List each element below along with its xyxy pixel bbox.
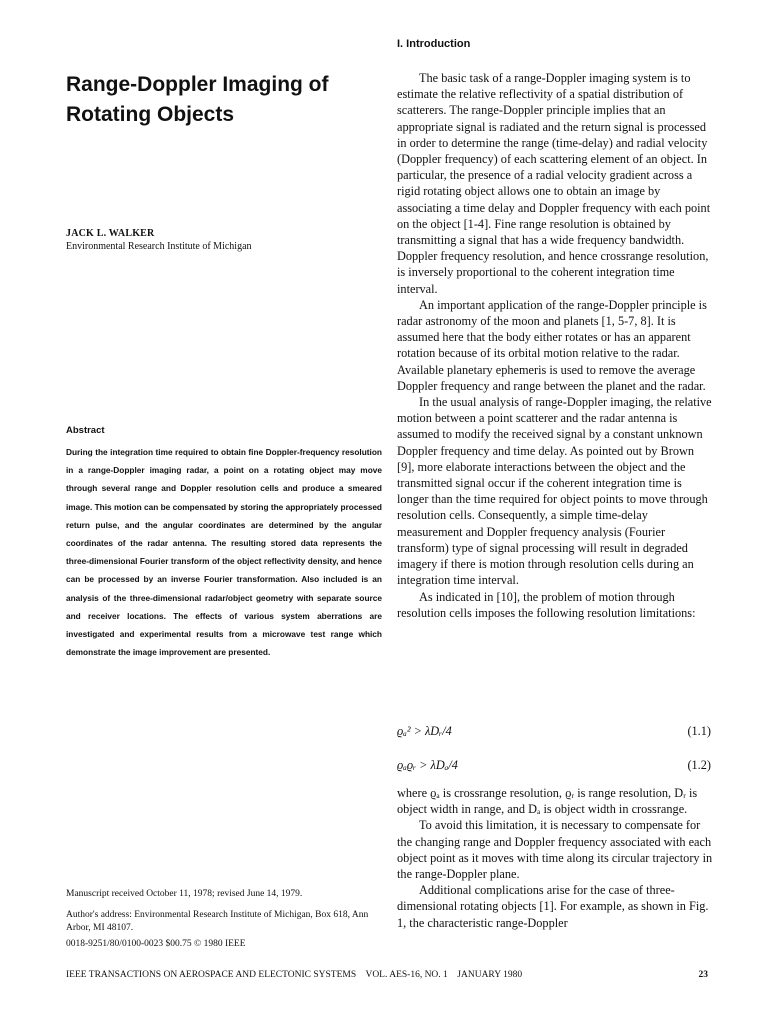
article-title: Range-Doppler Imaging of Rotating Objects (66, 73, 329, 126)
paragraph: As indicated in [10], the problem of motion through resolution cells imposes the following resolution limitations: (397, 589, 696, 620)
footnote-copyright: 0018-9251/80/0100-0023 $00.75 © 1980 IEEE (66, 939, 246, 949)
author-name: JACK L. WALKER (66, 228, 155, 239)
footnote-address: Author's address: Environmental Research Institute of Michigan, Box 618, Ann Arbor, MI 48107. (66, 910, 369, 933)
page-number: 23 (698, 970, 708, 980)
footnote-manuscript: Manuscript received October 11, 1978; revised June 14, 1979. (66, 889, 303, 899)
journal-citation: IEEE TRANSACTIONS ON AEROSPACE AND ELECTONIC SYSTEMS VOL. AES-16, NO. 1 JANUARY 1980 (66, 970, 523, 980)
abstract-text: During the integration time required to obtain fine Doppler-frequency resolution in a range-Doppler imaging radar, a point on a rotating object may move through several range and Doppler resolution cells and produce a smeared image. This motion can be compensated by storing the appropriately processed return pulse, and the angular coordinates are determined by the angular coordinates of the radar antenna. The resulting stored data represents the three-dimensional Fourier transform of the object reflectivity density, and hence can be processed by an inverse Fourier transformation. Also included is an analysis of the three-dimensional radar/object geometry with separate source and receiver locations. The effects of various system aberrations are investigated and experimental results from a microwave test range which demonstrate the image improvement are presented. (66, 447, 382, 658)
paragraph: An important application of the range-Doppler principle is radar astronomy of the moon and planets [1, 5-7, 8]. It is assumed here that the body either rotates or has an apparent rotation because of its orbital motion relative to the radar. Available planetary ephemeris is used to remove the average Doppler frequency and range between the planet and the radar. (397, 297, 707, 393)
paragraph: To avoid this limitation, it is necessary to compensate for the changing range and Doppler frequency associated with each object point as it moves with time along its circular trajectory in the range-Doppler plane. (397, 818, 713, 882)
abstract-heading: Abstract (66, 425, 105, 436)
author-affiliation: Environmental Research Institute of Michigan (66, 241, 252, 252)
post-equation-body (397, 785, 713, 931)
equation-number: (1.1) (687, 724, 711, 738)
paragraph: Additional complications arise for the case of three-dimensional rotating objects [1]. For example, as shown in Fig. 1, the characteristic range-Doppler (397, 883, 709, 930)
equation-number: (1.2) (687, 758, 711, 772)
paragraph: where ϱₐ is crossrange resolution, ϱᵣ is range resolution, Dᵣ is object width in range, and Dₐ is object width in crossrange. (397, 786, 698, 817)
equation-expression: ϱₐ² > λDᵣ/4 (397, 724, 452, 738)
paragraph: The basic task of a range-Doppler imaging system is to estimate the relative reflectivity of a spatial distribution of scatterers. The range-Doppler principle implies that an appropriate signal is radiated and the return signal is processed in order to determine the range (time-delay) and radial velocity (Doppler frequency) of each scattering element of an object. In particular, the presence of a radial velocity gradient across a rigid rotating object allows one to obtain an image by associating a time delay and Doppler frequency with each point on the object [1-4]. Fine range resolution is obtained by transmitting a signal that has a wide frequency bandwidth. Doppler frequency resolution, and hence crossrange resolution, is inversely proportional to the coherent integration time interval. (397, 71, 711, 296)
section-heading-introduction: I. Introduction (397, 38, 471, 50)
equation-expression: ϱₐϱᵣ > λDₐ/4 (397, 758, 458, 772)
introduction-body (397, 70, 713, 621)
paragraph: In the usual analysis of range-Doppler imaging, the relative motion between a point scatterer and the radar antenna is assumed to modify the received signal by a constant unknown Doppler frequency and time delay. As pointed out by Brown [9], more elaborate interactions between the object and the transmitted signal occur if the coherent integration time is longer than the time required for object points to move through resolution cells. Consequently, a simple time-delay measurement and Doppler frequency analysis (Fourier transform) type of signal processing will result in degraded imagery if there is motion through resolution cells during an integration time interval. (397, 395, 712, 588)
